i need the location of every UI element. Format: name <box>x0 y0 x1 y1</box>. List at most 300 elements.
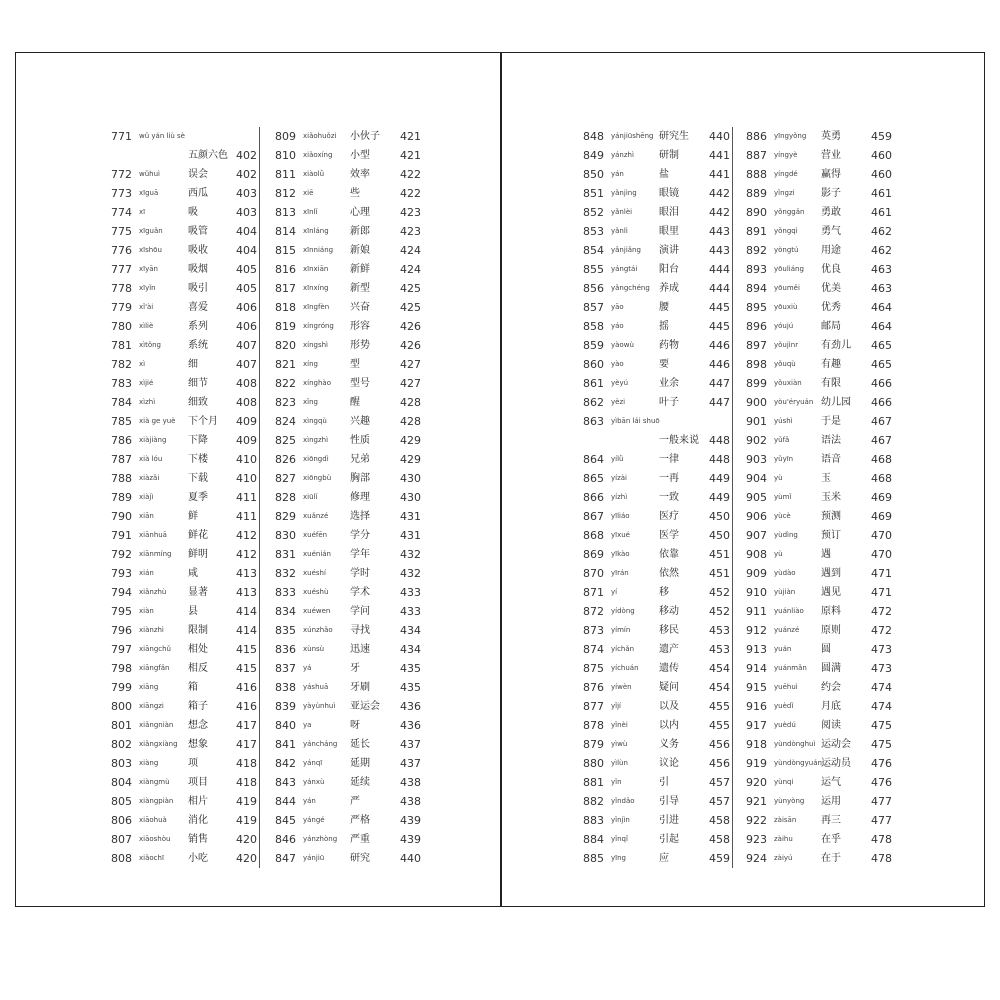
entry-pinyin: yōuliáng <box>774 265 804 273</box>
entry-hanzi: 影子 <box>821 188 841 199</box>
glossary-entry <box>746 241 894 260</box>
entry-pinyin: yán <box>611 170 624 178</box>
glossary-entry <box>746 678 894 697</box>
entry-pinyin: yùdìng <box>774 531 798 539</box>
entry-pinyin: yǐngzi <box>774 189 795 197</box>
glossary-entry <box>746 849 894 868</box>
glossary-entry <box>746 393 894 412</box>
entry-number: 904 <box>746 472 767 485</box>
entry-number: 845 <box>275 814 296 827</box>
entry-number: 778 <box>111 282 132 295</box>
entry-page-number: 436 <box>400 700 421 713</box>
entry-hanzi: 遗传 <box>659 663 679 674</box>
entry-hanzi: 摇 <box>659 321 669 332</box>
entry-hanzi: 醒 <box>350 397 360 408</box>
entry-hanzi: 预测 <box>821 511 841 522</box>
entry-hanzi: 移动 <box>659 606 679 617</box>
entry-page-number: 468 <box>871 472 892 485</box>
entry-hanzi: 叶子 <box>659 397 679 408</box>
entry-page-number: 412 <box>236 529 257 542</box>
glossary-entry <box>275 716 423 735</box>
glossary-entry <box>111 450 259 469</box>
entry-page-number: 414 <box>236 605 257 618</box>
entry-page-number: 457 <box>709 795 730 808</box>
entry-page-number: 404 <box>236 244 257 257</box>
glossary-entry <box>746 184 894 203</box>
entry-pinyin: xiāngchǔ <box>139 645 171 653</box>
entry-page-number: 447 <box>709 377 730 390</box>
entry-number: 788 <box>111 472 132 485</box>
entry-pinyin: ya <box>303 721 312 729</box>
entry-number: 831 <box>275 548 296 561</box>
glossary-entry <box>275 697 423 716</box>
glossary-entry <box>275 773 423 792</box>
glossary-entry <box>111 583 259 602</box>
entry-number: 877 <box>583 700 604 713</box>
glossary-entry <box>746 165 894 184</box>
entry-pinyin: xīnlǐ <box>303 208 318 216</box>
entry-number: 820 <box>275 339 296 352</box>
entry-hanzi: 阅读 <box>821 720 841 731</box>
entry-number: 857 <box>583 301 604 314</box>
entry-page-number: 444 <box>709 282 730 295</box>
glossary-entry <box>746 203 894 222</box>
entry-page-number: 460 <box>871 149 892 162</box>
entry-hanzi: 赢得 <box>821 169 841 180</box>
entry-hanzi: 医疗 <box>659 511 679 522</box>
entry-number: 879 <box>583 738 604 751</box>
entry-pinyin: xuǎnzé <box>303 512 329 520</box>
entry-hanzi: 箱子 <box>188 701 208 712</box>
entry-number: 794 <box>111 586 132 599</box>
entry-pinyin: yāo <box>611 303 624 311</box>
entry-page-number: 404 <box>236 225 257 238</box>
entry-hanzi: 严格 <box>350 815 370 826</box>
entry-pinyin: xiàzǎi <box>139 474 160 482</box>
entry-number: 786 <box>111 434 132 447</box>
entry-number: 866 <box>583 491 604 504</box>
glossary-entry <box>583 621 732 640</box>
glossary-entry <box>746 279 894 298</box>
glossary-entry <box>111 754 259 773</box>
entry-hanzi: 义务 <box>659 739 679 750</box>
entry-hanzi: 小型 <box>350 150 370 161</box>
entry-pinyin: xìliè <box>139 322 154 330</box>
entry-hanzi: 研究 <box>350 853 370 864</box>
entry-pinyin: yùcè <box>774 512 791 520</box>
entry-hanzi: 有劲儿 <box>821 340 851 351</box>
entry-number: 894 <box>746 282 767 295</box>
entry-pinyin: yízhì <box>611 493 628 501</box>
entry-hanzi: 下载 <box>188 473 208 484</box>
entry-page-number: 428 <box>400 415 421 428</box>
entry-page-number: 403 <box>236 187 257 200</box>
entry-pinyin: xī <box>139 208 146 216</box>
entry-hanzi: 吸烟 <box>188 264 208 275</box>
entry-page-number: 438 <box>400 795 421 808</box>
entry-hanzi: 以及 <box>659 701 679 712</box>
glossary-entry <box>275 792 423 811</box>
entry-page-number: 420 <box>236 833 257 846</box>
entry-page-number: 406 <box>236 320 257 333</box>
entry-hanzi: 眼泪 <box>659 207 679 218</box>
entry-hanzi: 优良 <box>821 264 841 275</box>
entry-number: 878 <box>583 719 604 732</box>
entry-pinyin: yáshuā <box>303 683 329 691</box>
entry-number: 883 <box>583 814 604 827</box>
entry-number: 824 <box>275 415 296 428</box>
entry-pinyin: yíchǎn <box>611 645 635 653</box>
glossary-entry <box>111 830 259 849</box>
entry-pinyin: wǔhuì <box>139 170 160 178</box>
glossary-entry <box>111 488 259 507</box>
entry-page-number: 442 <box>709 187 730 200</box>
glossary-entry <box>111 469 259 488</box>
entry-page-number: 454 <box>709 662 730 675</box>
entry-page-number: 453 <box>709 624 730 637</box>
entry-page-number: 445 <box>709 301 730 314</box>
entry-hanzi: 型 <box>350 359 360 370</box>
entry-pinyin: xìjié <box>139 379 154 387</box>
entry-number: 838 <box>275 681 296 694</box>
entry-page-number: 472 <box>871 624 892 637</box>
entry-hanzi: 相处 <box>188 644 208 655</box>
entry-number: 793 <box>111 567 132 580</box>
entry-page-number: 473 <box>871 662 892 675</box>
entry-number: 920 <box>746 776 767 789</box>
glossary-entry <box>746 431 894 450</box>
entry-pinyin: yùnqi <box>774 778 794 786</box>
entry-page-number: 413 <box>236 586 257 599</box>
entry-page-number: 428 <box>400 396 421 409</box>
entry-page-number: 423 <box>400 225 421 238</box>
entry-pinyin: yángtái <box>611 265 638 273</box>
glossary-entry <box>583 469 732 488</box>
entry-number: 818 <box>275 301 296 314</box>
entry-hanzi: 呀 <box>350 720 360 731</box>
entry-pinyin: xuéshù <box>303 588 329 596</box>
glossary-entry <box>746 545 894 564</box>
entry-page-number: 420 <box>236 852 257 865</box>
entry-hanzi: 延长 <box>350 739 370 750</box>
entry-number: 826 <box>275 453 296 466</box>
entry-page-number: 443 <box>709 244 730 257</box>
entry-pinyin: wǔ yán liù sè <box>139 132 185 140</box>
entry-page-number: 471 <box>871 567 892 580</box>
entry-pinyin: yíngdé <box>774 170 798 178</box>
entry-page-number: 447 <box>709 396 730 409</box>
glossary-entry <box>746 697 894 716</box>
glossary-entry <box>746 830 894 849</box>
glossary-entry <box>746 355 894 374</box>
entry-hanzi: 眼镜 <box>659 188 679 199</box>
entry-page-number: 478 <box>871 833 892 846</box>
glossary-entry <box>275 811 423 830</box>
entry-page-number: 448 <box>709 434 730 447</box>
entry-hanzi: 形容 <box>350 321 370 332</box>
entry-hanzi: 细 <box>188 359 198 370</box>
entry-pinyin: yǎnjiǎng <box>611 246 641 254</box>
entry-pinyin: xuéfēn <box>303 531 328 539</box>
entry-number: 782 <box>111 358 132 371</box>
glossary-entry <box>583 374 732 393</box>
entry-number: 809 <box>275 130 296 143</box>
entry-pinyin: yán <box>303 797 316 805</box>
entry-page-number: 405 <box>236 263 257 276</box>
entry-number: 834 <box>275 605 296 618</box>
entry-page-number: 408 <box>236 396 257 409</box>
glossary-entry <box>746 526 894 545</box>
entry-pinyin: yùjiàn <box>774 588 796 596</box>
entry-pinyin: xuéwen <box>303 607 331 615</box>
entry-page-number: 462 <box>871 244 892 257</box>
entry-number: 780 <box>111 320 132 333</box>
entry-page-number: 450 <box>709 510 730 523</box>
entry-number: 858 <box>583 320 604 333</box>
entry-number: 807 <box>111 833 132 846</box>
entry-page-number: 409 <box>236 434 257 447</box>
entry-page-number: 454 <box>709 681 730 694</box>
glossary-entry <box>111 545 259 564</box>
entry-number: 772 <box>111 168 132 181</box>
entry-number: 903 <box>746 453 767 466</box>
entry-pinyin: xīnxiān <box>303 265 329 273</box>
entry-page-number: 410 <box>236 472 257 485</box>
entry-hanzi: 学术 <box>350 587 370 598</box>
entry-page-number: 466 <box>871 396 892 409</box>
glossary-entry <box>583 583 732 602</box>
glossary-entry <box>111 849 259 868</box>
glossary-entry <box>275 412 423 431</box>
entry-hanzi: 玉 <box>821 473 831 484</box>
entry-number: 861 <box>583 377 604 390</box>
glossary-entry <box>746 583 894 602</box>
entry-pinyin: xiàjì <box>139 493 154 501</box>
entry-hanzi: 型号 <box>350 378 370 389</box>
entry-number: 790 <box>111 510 132 523</box>
entry-pinyin: yánxù <box>303 778 325 786</box>
glossary-entry <box>275 659 423 678</box>
entry-hanzi: 项目 <box>188 777 208 788</box>
glossary-entry <box>111 773 259 792</box>
entry-number: 870 <box>583 567 604 580</box>
entry-pinyin: xuéshí <box>303 569 326 577</box>
entry-hanzi: 项 <box>188 758 198 769</box>
entry-pinyin: yǎnlèi <box>611 208 633 216</box>
glossary-entry <box>275 222 423 241</box>
entry-hanzi: 消化 <box>188 815 208 826</box>
glossary-entry <box>583 412 732 431</box>
entry-pinyin: yánjiūshēng <box>611 132 654 140</box>
entry-number: 816 <box>275 263 296 276</box>
entry-page-number: 422 <box>400 187 421 200</box>
entry-number: 839 <box>275 700 296 713</box>
entry-number: 791 <box>111 529 132 542</box>
glossary-column <box>275 127 423 868</box>
glossary-entry <box>746 659 894 678</box>
entry-hanzi: 要 <box>659 359 669 370</box>
entry-pinyin: yídòng <box>611 607 635 615</box>
entry-page-number: 456 <box>709 738 730 751</box>
entry-hanzi: 一致 <box>659 492 679 503</box>
entry-pinyin: xìzhì <box>139 398 156 406</box>
entry-pinyin: yáncháng <box>303 740 338 748</box>
entry-pinyin: yánjiū <box>303 854 325 862</box>
entry-pinyin: zàisān <box>774 816 797 824</box>
glossary-entry <box>583 602 732 621</box>
entry-page-number: 405 <box>236 282 257 295</box>
glossary-entry <box>111 127 259 146</box>
entry-hanzi: 一再 <box>659 473 679 484</box>
glossary-entry <box>111 298 259 317</box>
glossary-entry <box>583 640 732 659</box>
glossary-entry <box>746 146 894 165</box>
entry-pinyin: xíngshì <box>303 341 328 349</box>
entry-hanzi: 延续 <box>350 777 370 788</box>
entry-hanzi: 误会 <box>188 169 208 180</box>
entry-pinyin: yǔyīn <box>774 455 794 463</box>
entry-number: 806 <box>111 814 132 827</box>
glossary-entry <box>275 431 423 450</box>
entry-number: 865 <box>583 472 604 485</box>
glossary-entry <box>746 602 894 621</box>
entry-number: 905 <box>746 491 767 504</box>
entry-hanzi: 鲜花 <box>188 530 208 541</box>
entry-page-number: 435 <box>400 662 421 675</box>
entry-hanzi: 语音 <box>821 454 841 465</box>
entry-hanzi: 系统 <box>188 340 208 351</box>
entry-hanzi: 再三 <box>821 815 841 826</box>
entry-page-number: 431 <box>400 529 421 542</box>
entry-hanzi: 原则 <box>821 625 841 636</box>
entry-pinyin: xiàjiàng <box>139 436 167 444</box>
glossary-entry <box>111 811 259 830</box>
entry-page-number: 458 <box>709 814 730 827</box>
entry-pinyin: zàiyú <box>774 854 793 862</box>
entry-hanzi: 圆满 <box>821 663 841 674</box>
entry-pinyin: yīrán <box>611 569 629 577</box>
entry-page-number: 449 <box>709 472 730 485</box>
page-gutter-divider <box>500 52 502 907</box>
entry-page-number: 413 <box>236 567 257 580</box>
entry-pinyin: yuèdú <box>774 721 796 729</box>
entry-pinyin: xiàngpiàn <box>139 797 174 805</box>
entry-page-number: 438 <box>400 776 421 789</box>
entry-hanzi: 想念 <box>188 720 208 731</box>
glossary-entry <box>275 127 423 146</box>
glossary-entry <box>583 450 732 469</box>
entry-hanzi: 运用 <box>821 796 841 807</box>
entry-page-number: 461 <box>871 206 892 219</box>
glossary-entry <box>111 355 259 374</box>
entry-page-number: 409 <box>236 415 257 428</box>
entry-pinyin: yánzhòng <box>303 835 338 843</box>
entry-page-number: 430 <box>400 491 421 504</box>
glossary-column <box>583 127 733 868</box>
entry-pinyin: yuán <box>774 645 792 653</box>
entry-hanzi: 细节 <box>188 378 208 389</box>
glossary-entry <box>275 621 423 640</box>
entry-page-number: 439 <box>400 814 421 827</box>
entry-hanzi: 下降 <box>188 435 208 446</box>
glossary-entry <box>111 165 259 184</box>
glossary-entry <box>746 336 894 355</box>
entry-pinyin: xiōngbù <box>303 474 332 482</box>
entry-pinyin: xīyān <box>139 265 158 273</box>
entry-pinyin: yuēhuì <box>774 683 798 691</box>
glossary-entry <box>583 526 732 545</box>
glossary-entry <box>111 260 259 279</box>
entry-hanzi: 性质 <box>350 435 370 446</box>
entry-page-number: 427 <box>400 358 421 371</box>
entry-hanzi: 运气 <box>821 777 841 788</box>
entry-pinyin: xiàngmù <box>139 778 170 786</box>
entry-page-number: 436 <box>400 719 421 732</box>
glossary-entry <box>583 545 732 564</box>
glossary-entry <box>583 773 732 792</box>
glossary-entry <box>111 602 259 621</box>
glossary-entry <box>275 545 423 564</box>
glossary-entry <box>583 659 732 678</box>
entry-page-number: 407 <box>236 358 257 371</box>
entry-page-number: 440 <box>400 852 421 865</box>
entry-number: 871 <box>583 586 604 599</box>
entry-hanzi: 学年 <box>350 549 370 560</box>
glossary-entry <box>746 298 894 317</box>
entry-hanzi: 用途 <box>821 245 841 256</box>
entry-hanzi: 英勇 <box>821 131 841 142</box>
entry-hanzi: 下楼 <box>188 454 208 465</box>
entry-number: 885 <box>583 852 604 865</box>
entry-page-number: 421 <box>400 149 421 162</box>
entry-number: 840 <box>275 719 296 732</box>
glossary-entry <box>746 469 894 488</box>
entry-hanzi: 幼儿园 <box>821 397 851 408</box>
entry-number: 798 <box>111 662 132 675</box>
glossary-entry <box>275 355 423 374</box>
entry-page-number: 474 <box>871 700 892 713</box>
entry-number: 805 <box>111 795 132 808</box>
entry-pinyin: xíngróng <box>303 322 334 330</box>
glossary-entry <box>583 507 732 526</box>
entry-pinyin: xīshōu <box>139 246 162 254</box>
entry-number: 896 <box>746 320 767 333</box>
entry-pinyin: xiǎngxiàng <box>139 740 178 748</box>
glossary-entry <box>111 640 259 659</box>
entry-pinyin: yìwù <box>611 740 628 748</box>
entry-page-number: 469 <box>871 510 892 523</box>
glossary-entry <box>583 564 732 583</box>
entry-hanzi: 预订 <box>821 530 841 541</box>
entry-hanzi: 疑问 <box>659 682 679 693</box>
entry-pinyin: xiǎngniàn <box>139 721 174 729</box>
entry-page-number: 416 <box>236 700 257 713</box>
entry-pinyin: xiǎoxíng <box>303 151 333 159</box>
entry-number: 799 <box>111 681 132 694</box>
entry-page-number: 450 <box>709 529 730 542</box>
entry-hanzi: 遇 <box>821 549 831 560</box>
entry-number: 851 <box>583 187 604 200</box>
glossary-entry <box>275 317 423 336</box>
glossary-entry <box>111 678 259 697</box>
entry-number: 862 <box>583 396 604 409</box>
entry-page-number: 418 <box>236 757 257 770</box>
entry-number: 910 <box>746 586 767 599</box>
entry-pinyin: yǐndǎo <box>611 797 635 805</box>
entry-hanzi: 依靠 <box>659 549 679 560</box>
glossary-entry <box>746 640 894 659</box>
entry-number: 776 <box>111 244 132 257</box>
